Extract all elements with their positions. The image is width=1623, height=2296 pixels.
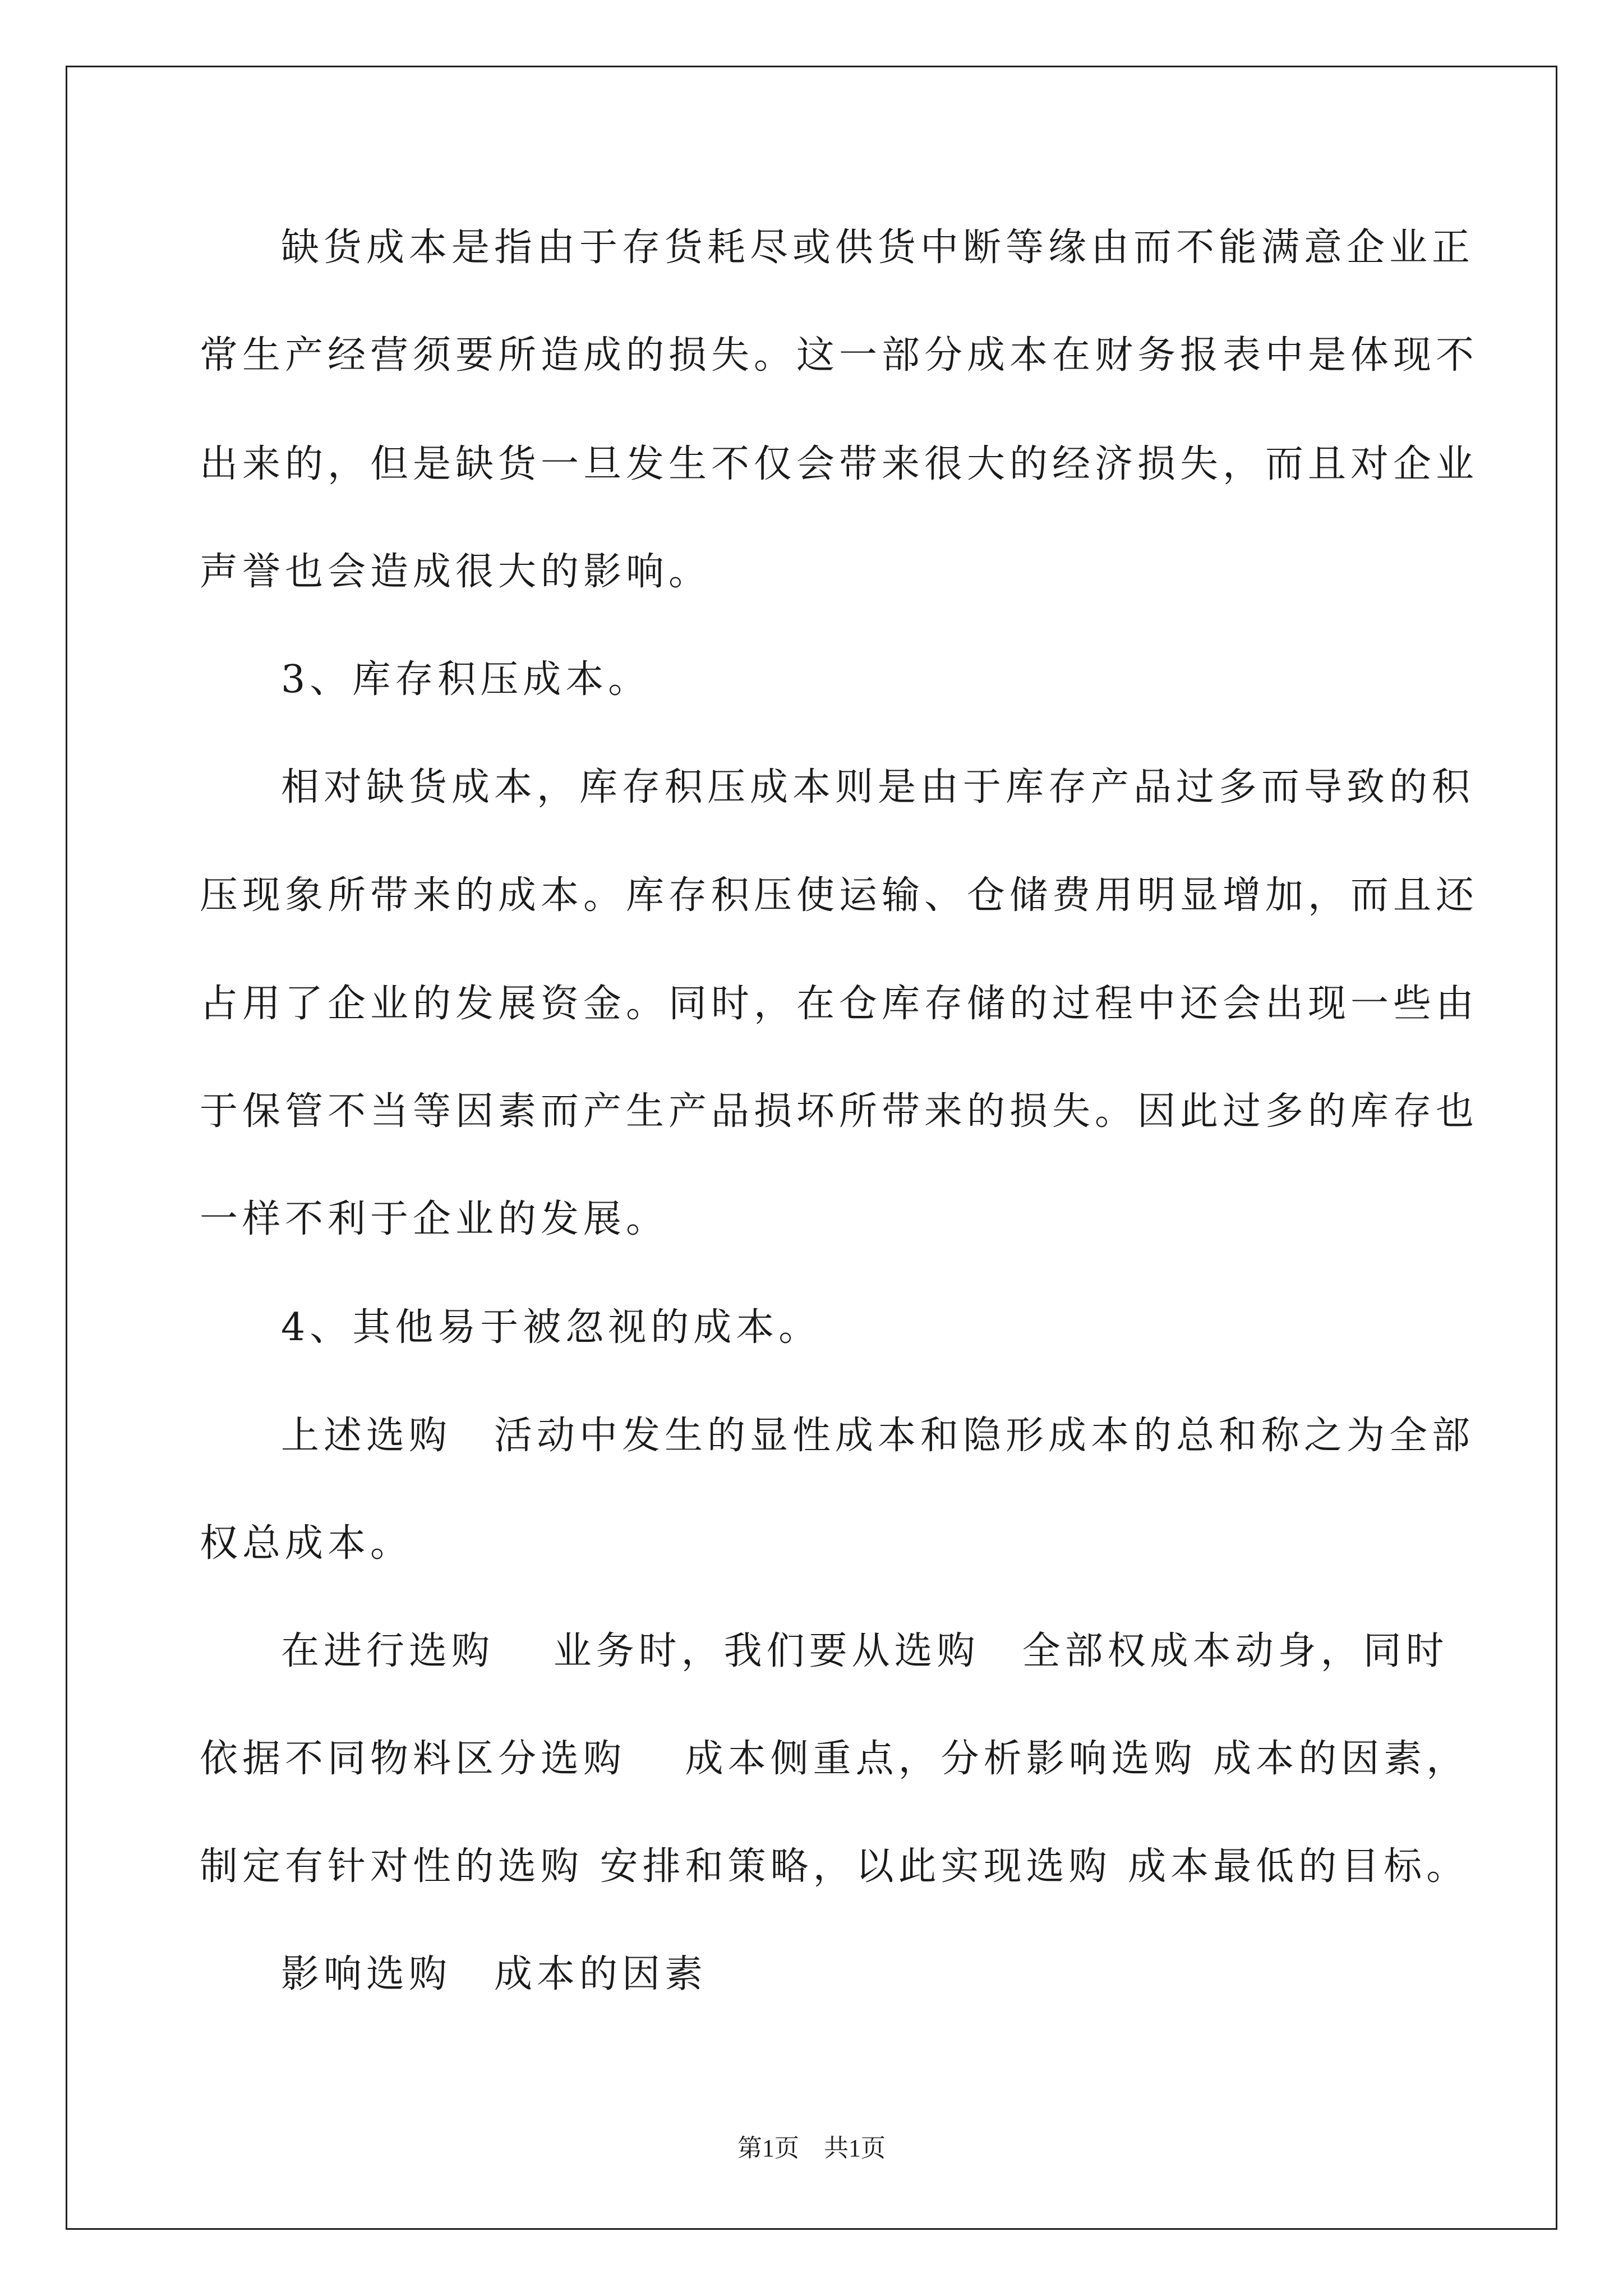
paragraph-line: 常生产经营须要所造成的损失。这一部分成本在财务报表中是体现不: [200, 333, 1479, 378]
paragraph-line: 声誉也会造成很大的影响。: [200, 550, 712, 594]
paragraph-line: 在进行选购 业务时，我们要从选购 全部权成本动身，同时: [281, 1629, 1449, 1673]
paragraph-line: 压现象所带来的成本。库存积压使运输、仓储费用明显增加，而且还: [200, 873, 1479, 918]
section-heading: 4、其他易于被忽视的成本。: [281, 1305, 822, 1350]
paragraph-line: 相对缺货成本，库存积压成本则是由于库存产品过多而导致的积: [281, 765, 1475, 809]
section-heading: 3、库存积压成本。: [281, 657, 651, 702]
paragraph-line: 权总成本。: [200, 1521, 413, 1566]
paragraph-line: 上述选购 活动中发生的显性成本和隐形成本的总和称之为全部: [281, 1414, 1475, 1458]
page-number: 第1页 共1页: [737, 2134, 886, 2162]
page-frame: [66, 66, 1557, 2230]
paragraph-line: 制定有针对性的选购 安排和策略，以此实现选购 成本最低的目标。: [200, 1844, 1469, 1889]
section-heading: 影响选购 成本的因素: [281, 1952, 708, 1996]
paragraph-line: 出来的，但是缺货一旦发生不仅会带来很大的经济损失，而且对企业: [200, 442, 1479, 486]
paragraph-line: 依据不同物料区分选购 成本侧重点，分析影响选购 成本的因素，: [200, 1737, 1469, 1781]
paragraph-line: 占用了企业的发展资金。同时，在仓库存储的过程中还会出现一些由: [200, 982, 1479, 1026]
paragraph-line: 缺货成本是指由于存货耗尽或供货中断等缘由而不能满意企业正: [281, 226, 1475, 270]
paragraph-line: 一样不利于企业的发展。: [200, 1197, 669, 1241]
paragraph-line: 于保管不当等因素而产生产品损坏所带来的损失。因此过多的库存也: [200, 1089, 1479, 1134]
